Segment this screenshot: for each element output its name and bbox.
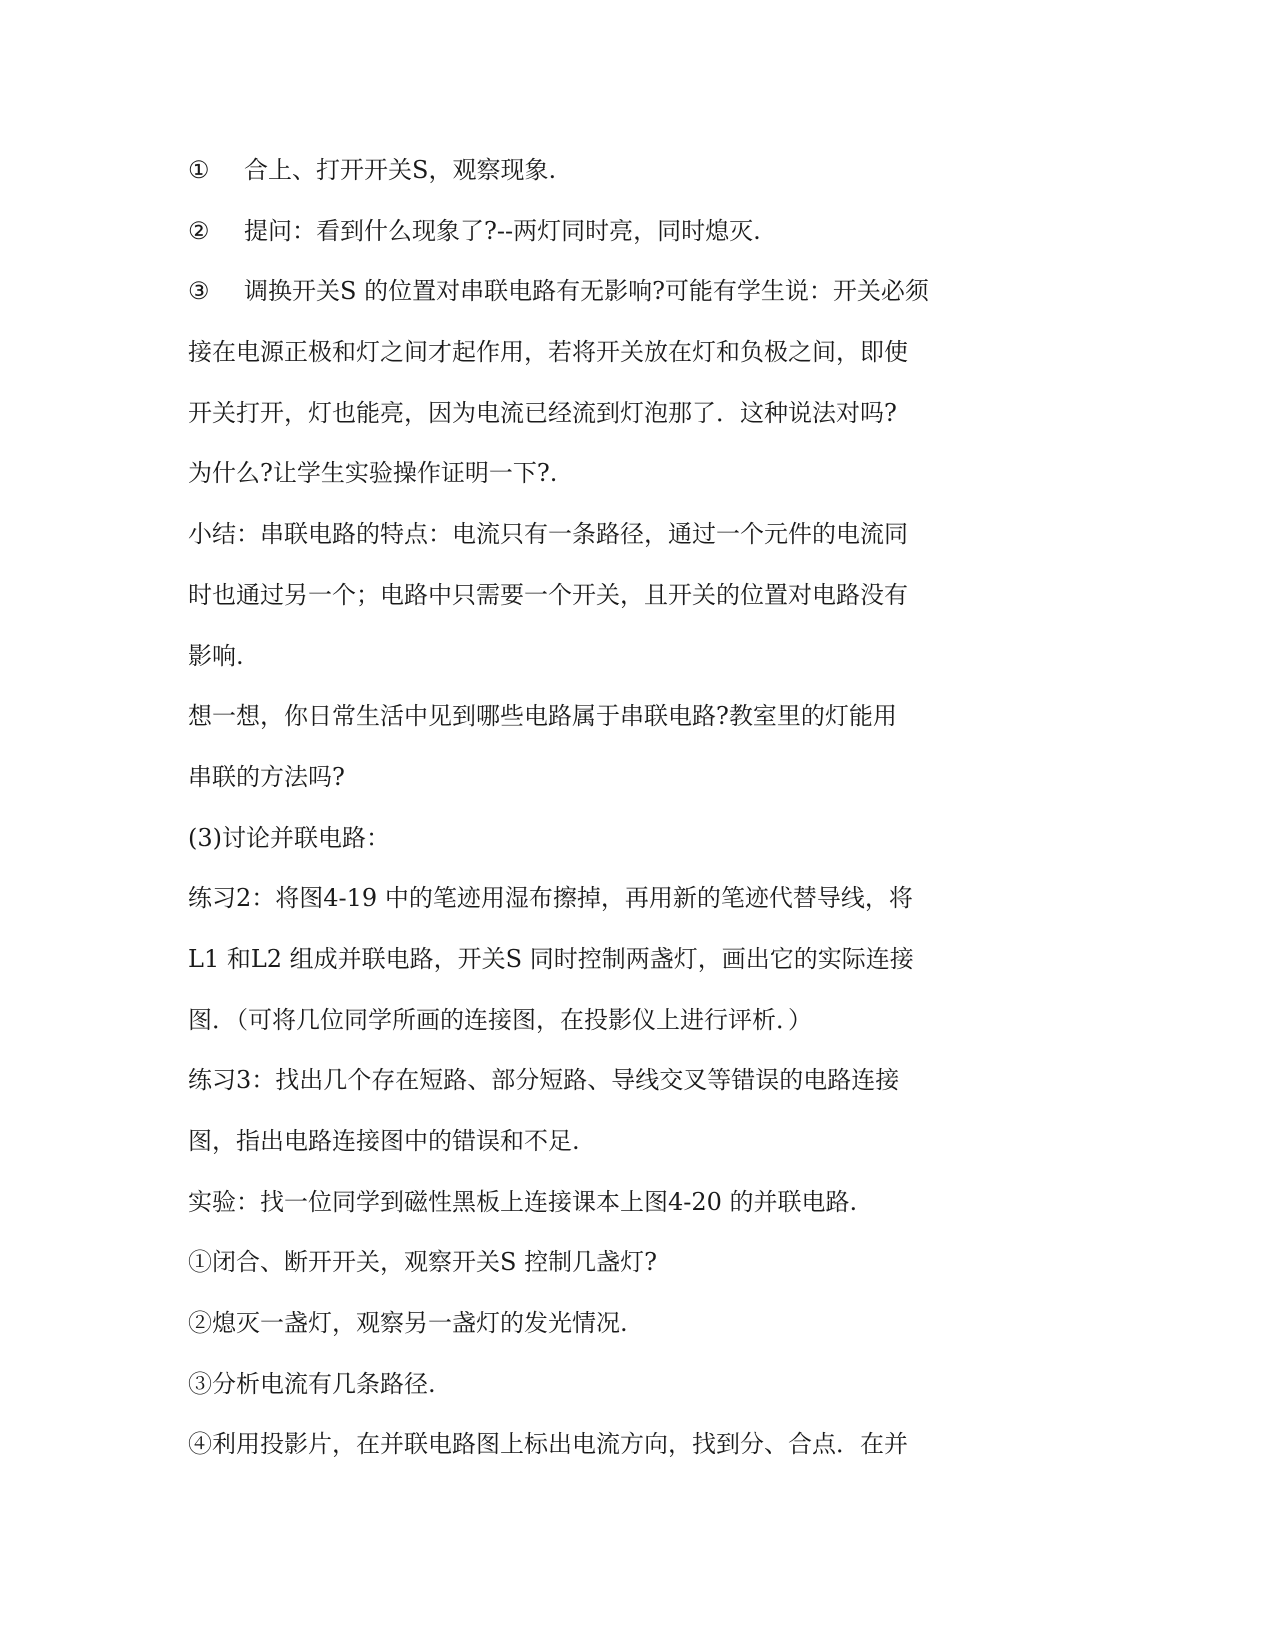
list-item: ②熄灭一盏灯，观察另一盏灯的发光情况. [188,1309,628,1338]
list-item: ④利用投影片，在并联电路图上标出电流方向，找到分、合点．在并 [188,1430,908,1459]
paragraph-line: 图，指出电路连接图中的错误和不足. [188,1127,580,1155]
paragraph-line: 图．（可将几位同学所画的连接图，在投影仪上进行评析．） [188,1005,812,1034]
list-item-3 [188,261,968,322]
item-number: ② [188,216,210,245]
paragraph-line: 实验：找一位同学到磁性黑板上连接课本上图4-20 的并联电路. [188,1187,858,1216]
list-item-1 [188,140,968,201]
item-number: ③ [188,277,210,306]
paragraph-line: 合上、打开开关S，观察现象. [244,156,557,184]
paragraph-line: 串联的方法吗? [188,762,345,791]
paragraph-line: 提问：看到什么现象了?--两灯同时亮，同时熄灭. [244,216,761,245]
list-item-2 [188,201,968,262]
item-number: ① [188,156,210,184]
paragraph-line: 开关打开，灯也能亮，因为电流已经流到灯泡那了．这种说法对吗? [188,398,897,427]
paragraph-line: 为什么?让学生实验操作证明一下?. [188,459,558,488]
paragraph-line: 练习2：将图4-19 中的笔迹用湿布擦掉，再用新的笔迹代替导线，将 [188,884,913,913]
summary-line: 小结：串联电路的特点：电流只有一条路径，通过一个元件的电流同 [188,520,908,549]
list-item: ③分析电流有几条路径. [188,1369,436,1398]
paragraph-line: L1 和L2 组成并联电路，开关S 同时控制两盏灯，画出它的实际连接 [188,944,914,973]
paragraph-line: 影响. [188,641,244,670]
section-heading: (3)讨论并联电路： [188,823,390,852]
paragraph-line: 练习3：找出几个存在短路、部分短路、导线交叉等错误的电路连接 [188,1066,900,1095]
paragraph-line: 调换开关S 的位置对串联电路有无影响?可能有学生说：开关必须 [244,277,929,306]
body-text [188,140,968,1475]
paragraph-line: 接在电源正极和灯之间才起作用，若将开关放在灯和负极之间，即使 [188,338,908,367]
paragraph-line: 时也通过另一个；电路中只需要一个开关，且开关的位置对电路没有 [188,580,908,609]
paragraph-line: 想一想，你日常生活中见到哪些电路属于串联电路?教室里的灯能用 [188,702,897,731]
list-item: ①闭合、断开开关，观察开关S 控制几盏灯? [188,1248,657,1277]
